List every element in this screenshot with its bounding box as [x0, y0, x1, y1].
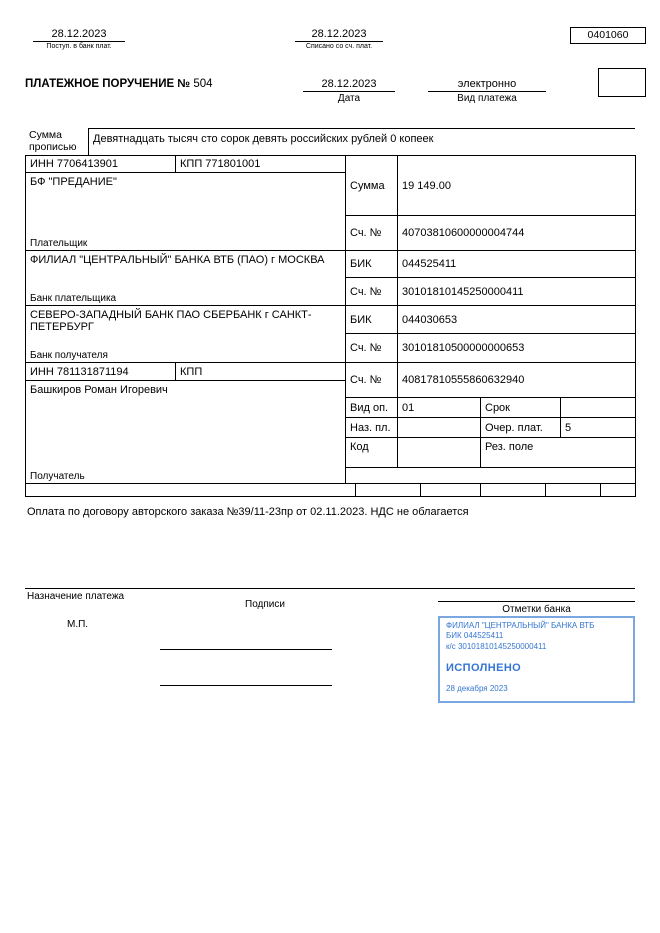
document-date-label: Дата	[337, 93, 361, 104]
payee-bank-cell	[26, 306, 346, 363]
payer-bank-caption: Банк плательщика	[30, 293, 117, 305]
payer-name: БФ "ПРЕДАНИЕ"	[30, 176, 117, 189]
op-type-value: 01	[398, 398, 481, 418]
payee-kpp: КПП	[176, 363, 346, 381]
reserve-field-label: Рез. поле	[481, 438, 636, 468]
payer-account-label: Сч. №	[346, 216, 398, 251]
term-value	[561, 398, 636, 418]
priority-value: 5	[561, 418, 636, 438]
form-code-box	[570, 27, 646, 44]
document-number: 504	[193, 78, 213, 90]
stamp-status: ИСПОЛНЕНО	[446, 662, 522, 675]
debited-date-block	[295, 28, 383, 50]
extra-code-cell	[356, 484, 421, 497]
payee-bank-name: СЕВЕРО-ЗАПАДНЫЙ БАНК ПАО СБЕРБАНК г САНКТ-ПЕТЕРБУРГ	[30, 309, 312, 334]
stamp-bank-name: ФИЛИАЛ "ЦЕНТРАЛЬНЫЙ" БАНКА ВТБ	[446, 621, 595, 630]
payer-account: 40703810600000004744	[398, 216, 636, 251]
extra-code-cell	[601, 484, 636, 497]
footer-section	[25, 588, 635, 748]
op-type-label: Вид оп.	[346, 398, 398, 418]
payer-kpp: КПП 771801001	[176, 156, 346, 173]
purpose-code-value	[398, 418, 481, 438]
debited-date-label: Списано со сч. плат.	[305, 43, 373, 50]
signature-line-2	[160, 685, 332, 686]
payee-cell	[26, 381, 346, 484]
payee-bank-bik-label: БИК	[346, 306, 398, 334]
document-title	[25, 78, 213, 90]
payee-name: Башкиров Роман Игоревич	[30, 384, 168, 397]
payment-kind-value: электронно	[428, 78, 546, 92]
received-date-block	[33, 28, 125, 50]
extra-code-cell	[421, 484, 481, 497]
extra-code-cell	[546, 484, 601, 497]
payer-bank-bik-label: БИК	[346, 251, 398, 278]
payer-bank-account: 30101810145250000411	[398, 278, 636, 306]
payee-caption: Получатель	[30, 471, 85, 483]
payer-bank-name: ФИЛИАЛ "ЦЕНТРАЛЬНЫЙ" БАНКА ВТБ (ПАО) г МОСКВА	[30, 254, 325, 267]
form-body	[25, 128, 635, 518]
stamp-corr-account: к/с 30101810145250000411	[446, 641, 547, 651]
signature-line-1	[160, 649, 332, 650]
received-date-label: Поступ. в банк плат.	[46, 43, 112, 50]
stamp-date: 28 декабря 2023	[446, 684, 508, 694]
title-text: ПЛАТЕЖНОЕ ПОРУЧЕНИЕ №	[25, 78, 191, 90]
payer-bank-bik: 044525411	[398, 251, 636, 278]
purpose-code-label: Наз. пл.	[346, 418, 398, 438]
form-code: 0401060	[587, 29, 629, 41]
amount-in-words-label: Сумма прописью	[29, 129, 77, 154]
payer-bank-account-label: Сч. №	[346, 278, 398, 306]
payee-bank-caption: Банк получателя	[30, 350, 108, 362]
payee-account: 40817810555860632940	[398, 363, 636, 398]
payee-bank-account-label: Сч. №	[346, 334, 398, 363]
amount-in-words-value: Девятнадцать тысяч сто сорок девять российских рублей 0 копеек	[88, 128, 635, 155]
amount-in-words-row	[25, 128, 635, 155]
right-bottom-empty-cell	[346, 468, 636, 484]
term-label: Срок	[481, 398, 561, 418]
bank-stamp	[438, 616, 635, 703]
payer-bank-cell	[26, 251, 346, 306]
payee-account-label: Сч. №	[346, 363, 398, 398]
priority-label: Очер. плат.	[481, 418, 561, 438]
bank-marks-label: Отметки банка	[438, 601, 635, 615]
debited-date: 28.12.2023	[295, 28, 383, 42]
extra-code-cell	[26, 484, 356, 497]
stamp-bik: БИК 044525411	[446, 631, 504, 641]
document-date: 28.12.2023	[303, 78, 395, 92]
code-value	[398, 438, 481, 468]
extra-codes-row	[25, 483, 636, 497]
requisites-table	[25, 155, 636, 484]
payment-purpose-label: Назначение платежа	[27, 591, 125, 602]
stamp-place-label: М.П.	[67, 619, 89, 630]
payer-inn: ИНН 7706413901	[26, 156, 176, 173]
reserved-box	[598, 68, 646, 97]
amount-value: 19 149.00	[398, 156, 636, 216]
code-label: Код	[346, 438, 398, 468]
received-date: 28.12.2023	[33, 28, 125, 42]
payer-caption: Плательщик	[30, 238, 88, 250]
payee-bank-bik: 044030653	[398, 306, 636, 334]
extra-code-cell	[481, 484, 546, 497]
payer-cell	[26, 173, 346, 251]
payment-kind-label: Вид платежа	[457, 93, 517, 104]
signatures-label: Подписи	[245, 599, 285, 610]
payment-purpose-text: Оплата по договору авторского заказа №39/11-23пр от 02.11.2023. НДС не облагается	[27, 506, 469, 519]
payee-bank-account: 30101810500000000653	[398, 334, 636, 363]
payment-kind-block	[428, 78, 546, 104]
payee-inn: ИНН 781131871194	[26, 363, 176, 381]
document-date-block	[303, 78, 395, 104]
amount-label: Сумма	[346, 156, 398, 216]
